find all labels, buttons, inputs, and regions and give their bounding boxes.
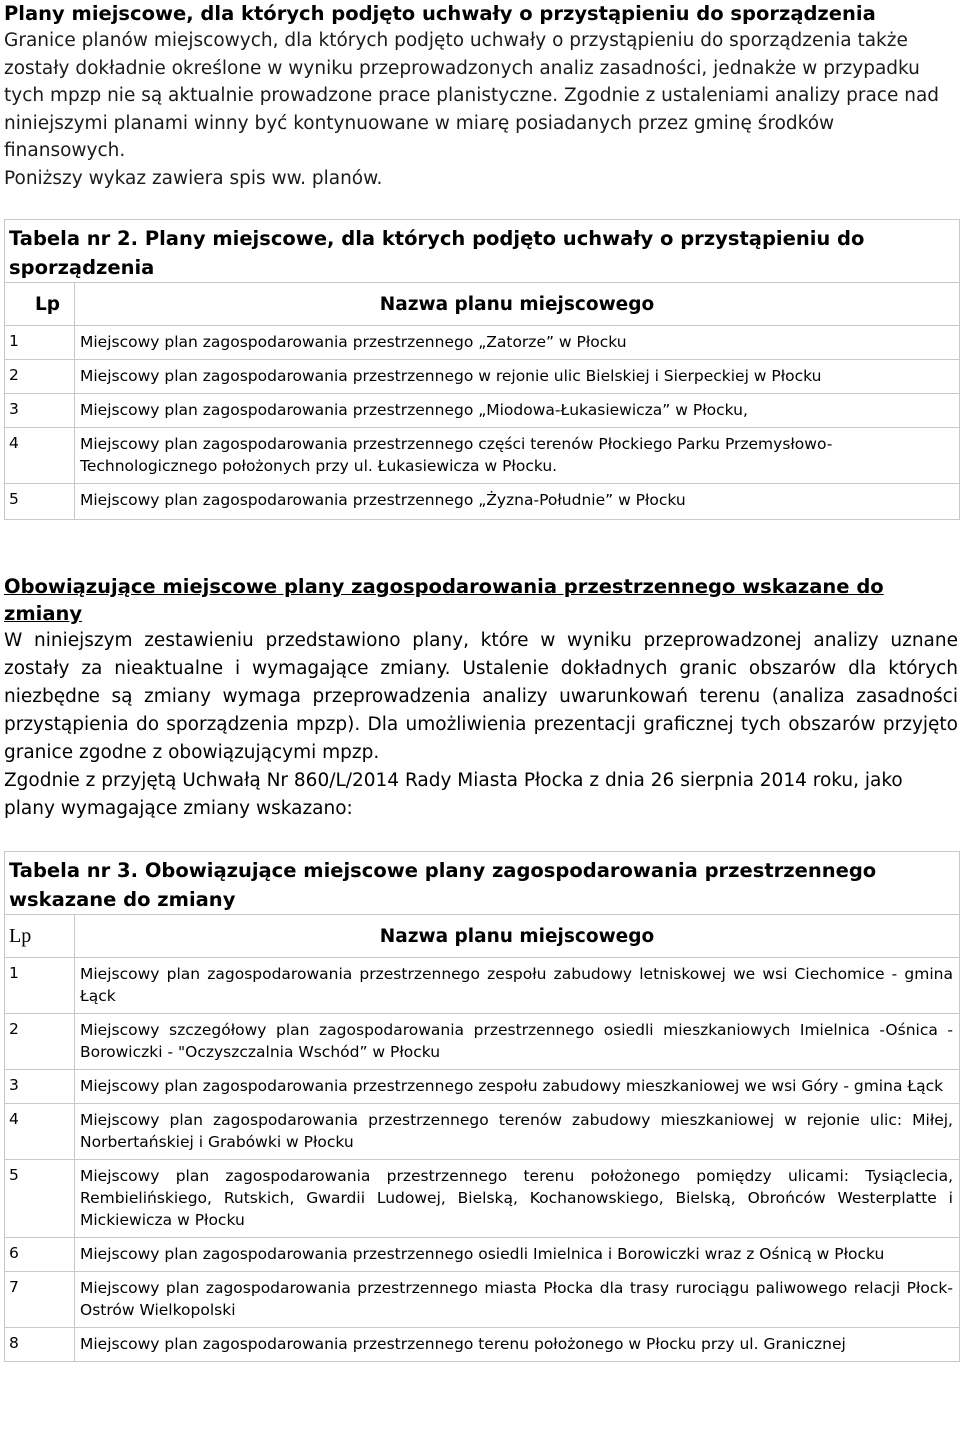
table-header-row bbox=[5, 283, 960, 326]
section-paragraph-2: Zgodnie z przyjętą Uchwałą Nr 860/L/2014 Rady Miasta Płocka z dnia 26 sierpnia 2014 roku, jako plany wymagające zmiany wskazano: bbox=[4, 770, 903, 819]
row-number: 4 bbox=[5, 428, 75, 484]
row-number: 2 bbox=[5, 1014, 75, 1070]
plan-name: Miejscowy plan zagospodarowania przestrzennego terenów zabudowy mieszkaniowej w rejonie ulic: Miłej, Norbertańskiej i Grabówki w Płocku bbox=[75, 1104, 960, 1160]
table-row bbox=[5, 1328, 960, 1362]
section-heading: Obowiązujące miejscowe plany zagospodarowania przestrzennego wskazane do zmiany bbox=[4, 575, 884, 625]
table-row bbox=[5, 1160, 960, 1238]
plan-name: Miejscowy plan zagospodarowania przestrzennego części terenów Płockiego Parku Przemysłowo-Technologicznego położonych przy ul. Łukasiewicza w Płocku. bbox=[75, 428, 960, 484]
section-heading: Plany miejscowe, dla których podjęto uchwały o przystąpieniu do sporządzenia bbox=[4, 2, 876, 25]
table-caption: Tabela nr 2. Plany miejscowe, dla których podjęto uchwały o przystąpieniu do sporządzenia bbox=[5, 220, 960, 283]
plan-name: Miejscowy plan zagospodarowania przestrzennego zespołu zabudowy mieszkaniowej we wsi Góry - gmina Łąck bbox=[75, 1070, 960, 1104]
plan-name: Miejscowy plan zagospodarowania przestrzennego „Miodowa-Łukasiewicza” w Płocku, bbox=[75, 394, 960, 428]
table-row bbox=[5, 1104, 960, 1160]
row-number: 7 bbox=[5, 1272, 75, 1328]
column-header-name: Nazwa planu miejscowego bbox=[75, 915, 960, 958]
row-number: 2 bbox=[5, 360, 75, 394]
table-row bbox=[5, 1272, 960, 1328]
plan-name: Miejscowy plan zagospodarowania przestrzennego terenu położonego pomiędzy ulicami: Tysiąclecia, Rembielińskiego, Rutskich, Gwardii Ludowej, Bielską, Kochanowskiego, Bielską, Obrońców Westerplatte i Mickiewicza w Płocku bbox=[75, 1160, 960, 1238]
table-row bbox=[5, 326, 960, 360]
plan-name: Miejscowy plan zagospodarowania przestrzennego „Zatorze” w Płocku bbox=[75, 326, 960, 360]
plan-name: Miejscowy plan zagospodarowania przestrzennego zespołu zabudowy letniskowej we wsi Ciechomice - gmina Łąck bbox=[75, 958, 960, 1014]
column-header-lp: Lp bbox=[5, 283, 75, 326]
plan-name: Miejscowy plan zagospodarowania przestrzennego w rejonie ulic Bielskiej i Sierpeckiej w Płocku bbox=[75, 360, 960, 394]
table-row bbox=[5, 484, 960, 520]
table-row bbox=[5, 1070, 960, 1104]
row-number: 1 bbox=[5, 326, 75, 360]
row-number: 5 bbox=[5, 484, 75, 520]
row-number: 3 bbox=[5, 1070, 75, 1104]
document-page bbox=[4, 0, 958, 1362]
row-number: 3 bbox=[5, 394, 75, 428]
plan-name: Miejscowy plan zagospodarowania przestrzennego terenu położonego w Płocku przy ul. Granicznej bbox=[75, 1328, 960, 1362]
row-number: 1 bbox=[5, 958, 75, 1014]
column-header-lp: Lp bbox=[5, 915, 75, 958]
table-row bbox=[5, 1014, 960, 1070]
plan-name: Miejscowy plan zagospodarowania przestrzennego miasta Płocka dla trasy rurociągu paliwowego relacji Płock-Ostrów Wielkopolski bbox=[75, 1272, 960, 1328]
plan-name: Miejscowy plan zagospodarowania przestrzennego osiedli Imielnica i Borowiczki wraz z Ośnicą w Płocku bbox=[75, 1238, 960, 1272]
section-paragraph: W niniejszym zestawieniu przedstawiono plany, które w wyniku przeprowadzonej analizy uznane zostały za nieaktualne i wymagające zmiany. Ustalenie dokładnych granic obszarów dla których niezbędne są zmiany wymaga przeprowadzenia analizy uwarunkowań terenu (analiza zasadności przystąpienia do sporządzenia mpzp). Dla umożliwienia prezentacji graficznej tych obszarów przyjęto granice zgodne z obowiązującymi mpzp. bbox=[4, 630, 958, 763]
table-row bbox=[5, 360, 960, 394]
row-number: 8 bbox=[5, 1328, 75, 1362]
table-header-row bbox=[5, 915, 960, 958]
column-header-name: Nazwa planu miejscowego bbox=[75, 283, 960, 326]
row-number: 4 bbox=[5, 1104, 75, 1160]
row-number: 5 bbox=[5, 1160, 75, 1238]
table-3 bbox=[4, 851, 960, 1362]
table-row bbox=[5, 958, 960, 1014]
table-row bbox=[5, 428, 960, 484]
plan-name: Miejscowy plan zagospodarowania przestrzennego „Żyzna-Południe” w Płocku bbox=[75, 484, 960, 520]
section-plans-in-progress bbox=[4, 0, 958, 192]
table-row bbox=[5, 1238, 960, 1272]
plan-name: Miejscowy szczegółowy plan zagospodarowania przestrzennego osiedli mieszkaniowych Imielnica -Ośnica - Borowiczki - "Oczyszczalnia Wschód” w Płocku bbox=[75, 1014, 960, 1070]
table-row bbox=[5, 394, 960, 428]
table-2 bbox=[4, 219, 960, 520]
section-paragraph-2: Poniższy wykaz zawiera spis ww. planów. bbox=[4, 167, 383, 189]
section-plans-to-change bbox=[4, 573, 958, 823]
table-caption: Tabela nr 3. Obowiązujące miejscowe plany zagospodarowania przestrzennego wskazane do zmiany bbox=[5, 852, 960, 915]
row-number: 6 bbox=[5, 1238, 75, 1272]
section-paragraph: Granice planów miejscowych, dla których podjęto uchwały o przystąpieniu do sporządzenia także zostały dokładnie określone w wyniku przeprowadzonych analiz zasadności, jednakże w przypadku tych mpzp nie są aktualnie prowadzone prace planistyczne. Zgodnie z ustaleniami analizy prace nad niniejszymi planami winny być kontynuowane w miarę posiadanych przez gminę środków finansowych. bbox=[4, 30, 940, 161]
